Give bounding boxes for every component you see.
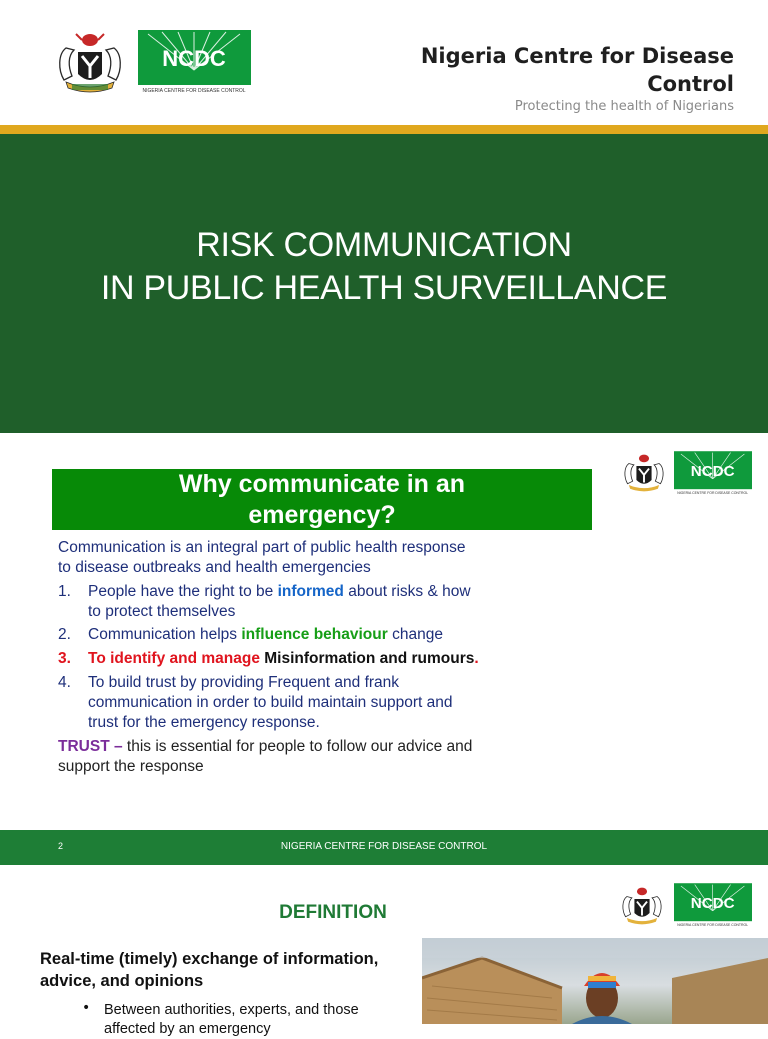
org-name: Nigeria Centre for Disease Control [420, 44, 734, 96]
list-item-1-line-2: to protect themselves [88, 603, 236, 620]
tagline: Protecting the health of Nigerians [514, 99, 734, 114]
list-item-1-text-c: about risks & how [343, 583, 471, 600]
list-item-2 [88, 625, 608, 645]
trust-paragraph [58, 737, 618, 777]
title-line-2: IN PUBLIC HEALTH SURVEILLANCE [100, 269, 668, 307]
ncdc-logo-text: NCDC [690, 895, 735, 913]
ncdc-logo-subtext: NIGERIA CENTRE FOR DISEASE CONTROL [677, 923, 749, 928]
list-item-3-text-a: To identify and manage [88, 650, 265, 667]
coat-of-arms-icon [52, 30, 128, 96]
list-item-3-period: . [474, 650, 479, 667]
definition-subtitle: Real-time (timely) exchange of information, advice, and opinions [40, 950, 379, 990]
ncdc-logo-subtext: NIGERIA CENTRE FOR DISEASE CONTROL [677, 491, 749, 496]
list-number: 4. [58, 674, 71, 691]
intro-paragraph [58, 538, 618, 578]
illustration-photo [422, 938, 768, 1024]
slide2-heading-line-1: Why communicate in an [178, 470, 466, 498]
intro-line-2: to disease outbreaks and health emergencies [58, 559, 371, 576]
ncdc-logo [138, 30, 251, 96]
definition-bullet-1: Between authorities, experts, and those affected by an emergency [104, 1002, 359, 1037]
highlight-misinformation: Misinformation and rumours [264, 650, 475, 667]
slide2-heading [52, 469, 592, 530]
slide2-heading-line-2: emergency? [248, 501, 396, 529]
highlight-influence-behaviour: influence behaviour [241, 626, 388, 643]
footer-text: NIGERIA CENTRE FOR DISEASE CONTROL [280, 841, 488, 852]
highlight-informed: informed [277, 583, 344, 600]
bullet-icon: • [82, 1000, 91, 1016]
gold-divider [0, 125, 768, 134]
list-item-4-line-1: To build trust by providing Frequent and frank [88, 674, 400, 691]
trust-text: this is essential for people to follow our advice and [122, 738, 473, 755]
list-item-3 [88, 649, 608, 669]
coat-of-arms-icon [618, 883, 666, 929]
ncdc-logo-text: NCDC [162, 46, 226, 71]
list-item-4 [88, 673, 608, 733]
title-line-1: RISK COMMUNICATION [196, 226, 572, 264]
intro-line-1: Communication is an integral part of public health response [58, 539, 466, 556]
definition-title: DEFINITION [279, 902, 387, 923]
list-item-2-text-c: change [387, 626, 443, 643]
title-banner [0, 134, 768, 433]
list-number: 3. [58, 650, 71, 667]
list-number: 2. [58, 626, 71, 643]
list-number: 1. [58, 583, 71, 600]
list-item-4-line-2: communication in order to build maintain support and [88, 694, 453, 711]
trust-line-2: support the response [58, 758, 204, 775]
ncdc-logo [674, 451, 752, 497]
page-number: 2 [58, 841, 64, 851]
ncdc-logo [674, 883, 752, 929]
coat-of-arms-icon [620, 450, 668, 496]
trust-label: TRUST – [58, 738, 123, 755]
list-item-1 [88, 582, 608, 622]
ncdc-logo-text: NCDC [690, 463, 735, 481]
list-item-4-line-3: trust for the emergency response. [88, 714, 320, 731]
ncdc-logo-subtext: NIGERIA CENTRE FOR DISEASE CONTROL [142, 88, 246, 94]
list-item-1-text-a: People have the right to be [88, 583, 278, 600]
list-item-2-text-a: Communication helps [88, 626, 242, 643]
